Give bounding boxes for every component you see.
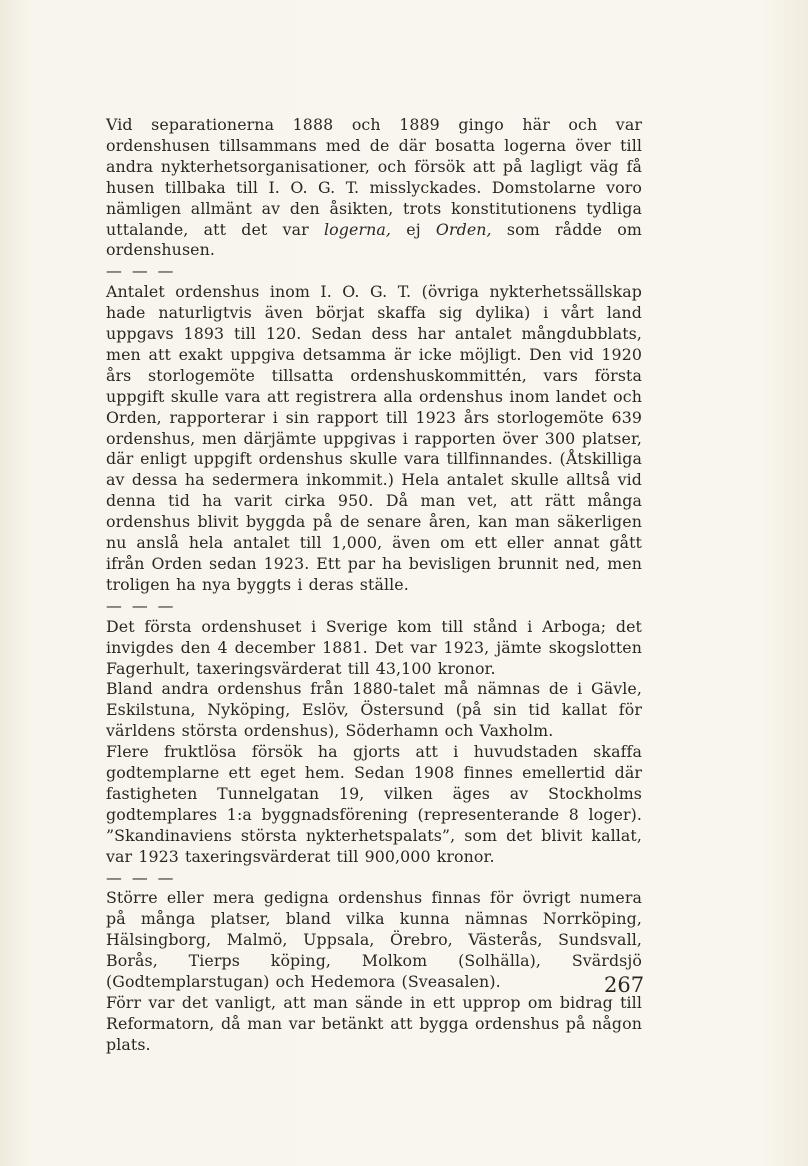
paragraph-separations bbox=[106, 115, 642, 261]
paragraph-flere: Flere fruktlösa försök ha gjorts att i huvudstaden skaffa godtemplarne ett eget hem. Sedan 1908 finnes emellertid där fastigheten Tunnelgatan 19, vilken äges av Stockholms godtemplares 1:a byggnadsförening (representerande 8 loger). ”Skandinaviens största nykterhetspalats”, som det blivit kallat, var 1923 taxeringsvärderat till 900,000 kronor. bbox=[106, 742, 642, 866]
paragraph-forr: Förr var det vanligt, att man sände in ett upprop om bidrag till Reformatorn, då man var betänkt att bygga ordenshus på någon plats. bbox=[106, 993, 642, 1054]
paragraph-forsta-ordenshuset: Det första ordenshuset i Sverige kom till stånd i Arboga; det invigdes den 4 december 1881. Det var 1923, jämte skogslotten Fagerhult, taxeringsvärderat till 43,100 kronor. bbox=[106, 616, 642, 678]
paragraph-storre: Större eller mera gedigna ordenshus finnas för övrigt numera på många platser, bland vilka kunna nämnas Norrköping, Hälsingborg, Malmö, Uppsala, Örebro, Västerås, Sundsvall, Borås, Tierps köping, Molkom (Solhälla), Svärdsjö (Godtemplarstugan) och Hedemora (Sveasalen). bbox=[106, 888, 642, 992]
paragraph-text: Vid separationerna 1888 och 1889 gingo här och var ordenshusen tillsammans med de där bosatta logerna över till andra nykterhetsorganisationer, och försök att på lagligt väg få husen tillbaka till I. O. G. T. misslyckades. Domstolarne voro nämligen allmänt av den åsikten, trots konstitutionens tydliga uttalande, att det var bbox=[106, 115, 642, 239]
body-text bbox=[106, 115, 645, 1056]
section-separator: — — — bbox=[106, 867, 176, 887]
italic-orden: Orden, bbox=[435, 219, 492, 239]
paragraph-text: ej bbox=[391, 219, 436, 239]
section-separator: — — — bbox=[106, 261, 176, 281]
paragraph-bland-andra: Bland andra ordenshus från 1880-talet må nämnas de i Gävle, Eskilstuna, Nyköping, Eslöv, Östersund (på sin tid kallat för världens största ordenshus), Söderhamn och Vaxholm. bbox=[106, 679, 642, 741]
paragraph-text: som rådde om ordenshusen. bbox=[106, 219, 642, 260]
paragraph-antalet: Antalet ordenshus inom I. O. G. T. (övriga nykterhetssällskap hade naturligtvis även börjat skaffa sig dylika) i vårt land uppgavs 1893 till 120. Sedan dess har antalet mångdubblats, men att exakt uppgiva detsamma är icke möjligt. Den vid 1920 års storlogemöte tillsatta ordenshuskommittén, vars första uppgift skulle vara att registrera alla ordenshus inom landet och Orden, rapporterar i sin rapport till 1923 års storlogemöte 639 ordenshus, men därjämte uppgivas i rapporten över 300 platser, där enligt uppgift ordenshus skulle vara tillfinnandes. (Åtskilliga av dessa ha sedermera inkommit.) Hela antalet skulle alltså vid denna tid ha varit cirka 950. Då man vet, att rätt många ordenshus blivit byggda på de senare åren, kan man säkerligen nu anslå hela antalet till 1,000, även om ett eller annat gått ifrån Orden sedan 1923. Ett par ha bevisligen brunnit ned, men troligen ha nya byggts i deras ställe. bbox=[106, 282, 642, 594]
page-number: 267 bbox=[604, 973, 645, 997]
section-separator: — — — bbox=[106, 595, 176, 615]
italic-logerna: logerna, bbox=[324, 219, 392, 239]
